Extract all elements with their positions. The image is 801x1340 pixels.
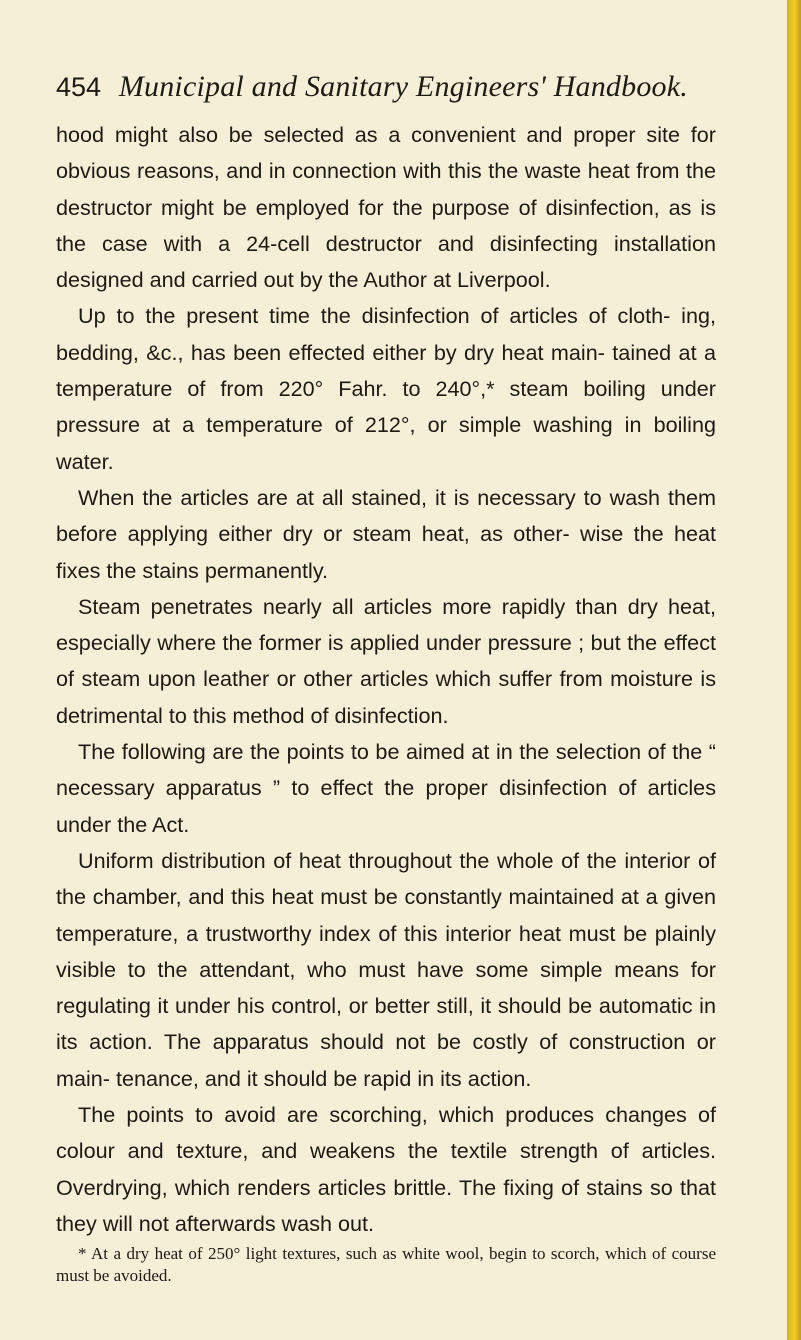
- paragraph-stained-articles: When the articles are at all stained, it is necessary to wash them before applying either dry or steam heat, as other- wise the heat fixes the stains permanently.: [56, 484, 716, 583]
- paragraph-uniform-distribution: Uniform distribution of heat throughout the whole of the interior of the chamber, and this heat must be constantly maintained at a given temperature, a trustworthy index of this interior heat must be plainly visible to the attendant, who must have some simple means for regulating it under his control, or better still, it should be automatic in its action. The apparatus should not be costly of construction or main- tenance, and it should be rapid in its action.: [56, 847, 716, 1091]
- paragraph-continuation: hood might also be selected as a convenient and proper site for obvious reasons, and in connection with this the waste heat from the destructor might be employed for the purpose of disinfection, as is the case with a 24-cell destructor and disinfecting installation designed and carried out by the Author at Liverpool.: [56, 122, 716, 293]
- paragraph-disinfection-methods: Up to the present time the disinfection of articles of cloth- ing, bedding, &c., has been effected either by dry heat main- tained at a temperature of from 220° Fahr. to 240°,* steam boiling under pressure at a temperature of 212°, or simple washing in boiling water.: [56, 303, 716, 474]
- page-edge-strip: [787, 0, 801, 1340]
- page-number: 454: [56, 72, 102, 102]
- paragraph-points-avoid: The points to avoid are scorching, which produces changes of colour and texture, and weakens the textile strength of articles. Overdrying, which renders articles brittle. The fixing of stains so that they will not afterwards wash out.: [56, 1102, 716, 1236]
- body-text: [56, 117, 716, 1242]
- paragraph-steam-penetration: Steam penetrates nearly all articles more rapidly than dry heat, especially where the former is applied under pressure ; but the effect of steam upon leather or other articles which suffer from moisture is detrimental to this method of disinfection.: [56, 593, 716, 728]
- footnote-text: * At a dry heat of 250° light textures, such as white wool, begin to scorch, which of course must be avoided.: [56, 1244, 716, 1285]
- footnote: [56, 1243, 716, 1287]
- page-header: [56, 70, 716, 104]
- running-title: Municipal and Sanitary Engineers' Handbook.: [118, 70, 688, 103]
- paragraph-points-aimed: The following are the points to be aimed at in the selection of the “ necessary apparatus ” to effect the proper disinfection of articles under the Act.: [56, 739, 716, 837]
